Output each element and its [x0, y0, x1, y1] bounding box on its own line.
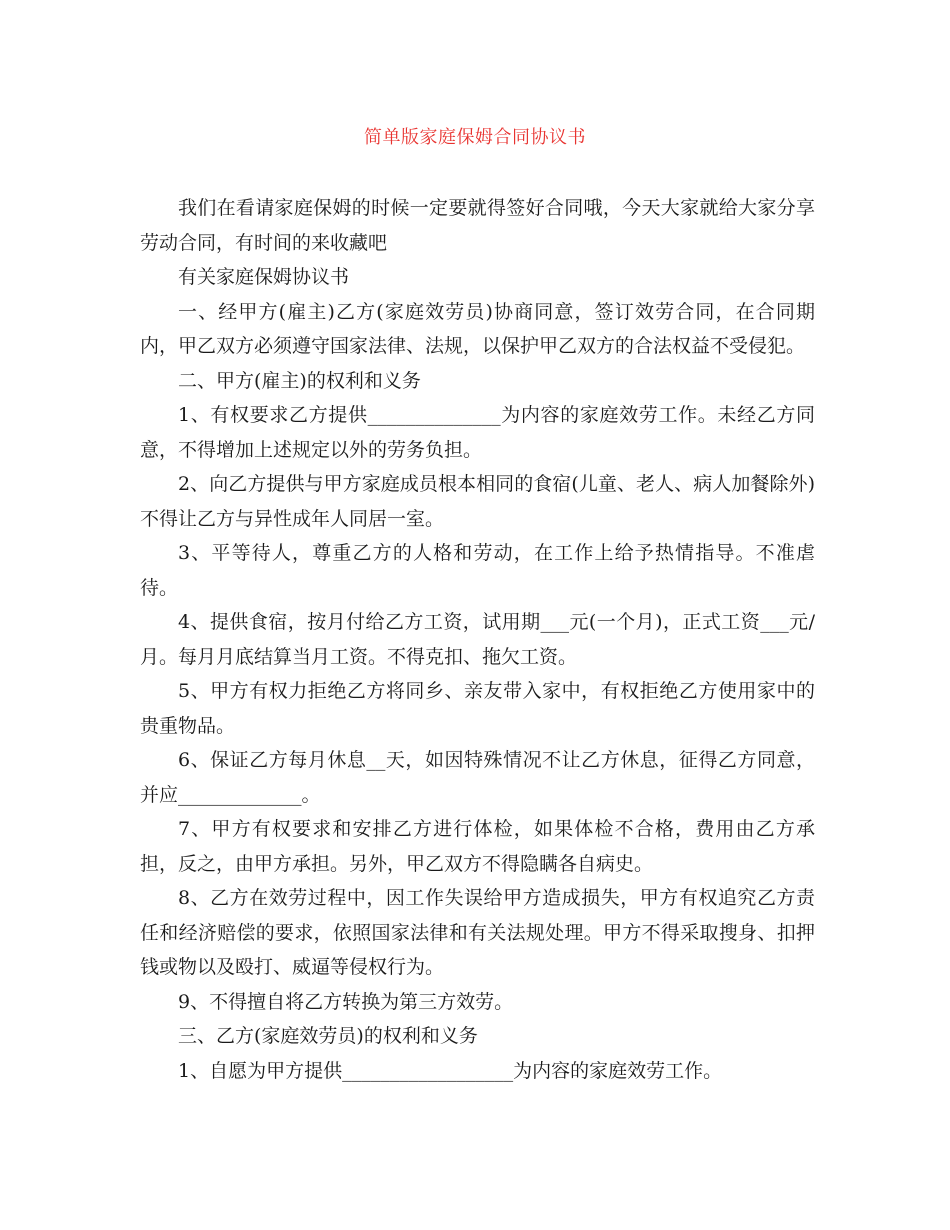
- document-title: 简单版家庭保姆合同协议书: [364, 127, 586, 148]
- paragraph-employer-item-4: 4、提供食宿，按月付给乙方工资，试用期___元(一个月)，正式工资___元/月。每月月底结算当月工资。不得克扣、拖欠工资。: [140, 611, 815, 668]
- paragraph-employer-item-9: 9、不得擅自将乙方转换为第三方效劳。: [178, 990, 514, 1013]
- paragraph-employer-item-7: 7、甲方有权要求和安排乙方进行体检，如果体检不合格，费用由乙方承担，反之，由甲方承担。另外，甲乙双方不得隐瞒各自病史。: [140, 818, 815, 875]
- paragraph-section-2-heading: 二、甲方(雇主)的权利和义务: [178, 369, 421, 392]
- document-body: [140, 191, 815, 1088]
- paragraph-employer-item-3: 3、平等待人，尊重乙方的人格和劳动，在工作上给予热情指导。不准虐待。: [140, 542, 815, 599]
- paragraph-subtitle: 有关家庭保姆协议书: [178, 266, 350, 288]
- paragraph-employer-item-5: 5、甲方有权力拒绝乙方将同乡、亲友带入家中，有权拒绝乙方使用家中的贵重物品。: [140, 680, 815, 737]
- paragraph-employer-item-1: 1、有权要求乙方提供______________为内容的家庭效劳工作。未经乙方同意，不得增加上述规定以外的劳务负担。: [140, 404, 815, 461]
- paragraph-employer-item-6: 6、保证乙方每月休息__天，如因特殊情况不让乙方休息，征得乙方同意，并应_____________。: [140, 749, 815, 806]
- paragraph-employer-item-8: 8、乙方在效劳过程中，因工作失误给甲方造成损失，甲方有权追究乙方责任和经济赔偿的要求，依照国家法律和有关法规处理。甲方不得采取搜身、扣押钱或物以及殴打、威逼等侵权行为。: [140, 887, 815, 978]
- paragraph-section-1: 一、经甲方(雇主)乙方(家庭效劳员)协商同意，签订效劳合同，在合同期内，甲乙双方必须遵守国家法律、法规，以保护甲乙双方的合法权益不受侵犯。: [140, 300, 815, 357]
- paragraph-section-3-heading: 三、乙方(家庭效劳员)的权利和义务: [178, 1025, 478, 1047]
- paragraph-intro: 我们在看请家庭保姆的时候一定要就得签好合同哦，今天大家就给大家分享劳动合同，有时间的来收藏吧: [140, 197, 815, 254]
- paragraph-worker-item-1: 1、自愿为甲方提供__________________为内容的家庭效劳工作。: [178, 1059, 723, 1082]
- paragraph-employer-item-2: 2、向乙方提供与甲方家庭成员根本相同的食宿(儿童、老人、病人加餐除外)不得让乙方与异性成年人同居一室。: [140, 473, 815, 530]
